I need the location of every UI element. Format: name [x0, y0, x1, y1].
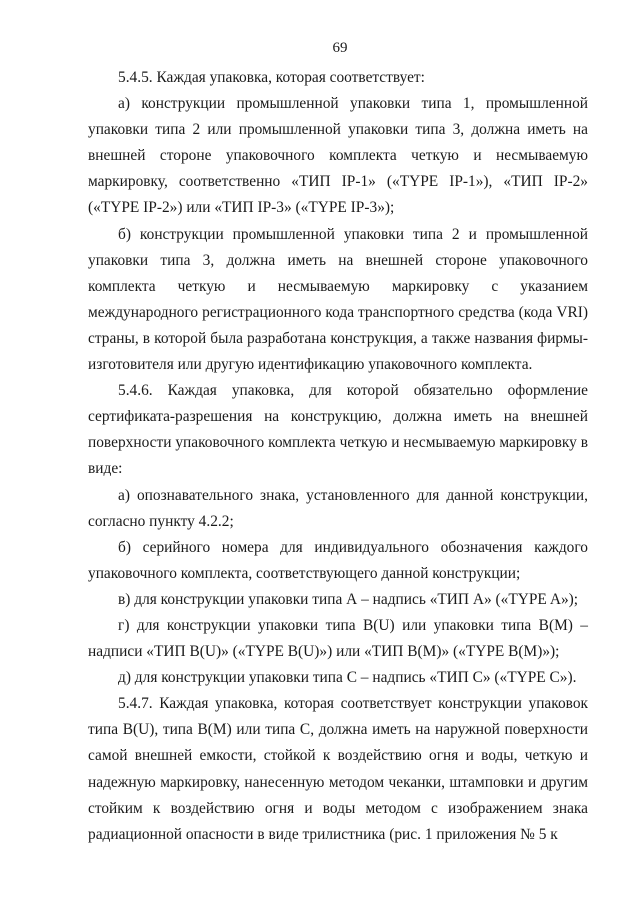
paragraph-5-4-6: 5.4.6. Каждая упаковка, для которой обязательно оформление сертификата-разрешения на конструкцию, должна иметь на внешней поверхности упаковочного комплекта четкую и несмываемую маркировку в виде: [88, 382, 588, 478]
paragraph-5-4-5-a: а) конструкции промышленной упаковки типа 1, промышленной упаковки типа 2 или промышленной упаковки типа 3, должна иметь на внешней стороне упаковочного комплекта четкую и несмываемую маркировку, соответственно «ТИП IP-1» («TYPE IP-1»), «ТИП IP-2» («TYPE IP-2») или «ТИП IP-3» («TYPE IP-3»); [88, 95, 588, 217]
paragraph-5-4-6-b: б) серийного номера для индивидуального обозначения каждого упаковочного комплекта, соответствующего данной конструкции; [88, 538, 588, 582]
document-body [88, 65, 588, 848]
paragraph-5-4-5: 5.4.5. Каждая упаковка, которая соответствует: [118, 69, 425, 86]
paragraph-5-4-6-a: а) опознавательного знака, установленного для данной конструкции, согласно пункту 4.2.2; [88, 486, 588, 530]
paragraph-5-4-6-v: в) для конструкции упаковки типа А – надпись «ТИП А» («TYPE A»); [118, 590, 579, 608]
paragraph-5-4-6-g: г) для конструкции упаковки типа B(U) или упаковки типа B(M) – надписи «ТИП B(U)» («TYPE B(U)») или «ТИП B(M)» («TYPE B(M)»); [88, 616, 588, 661]
paragraph-5-4-5-b: б) конструкции промышленной упаковки типа 2 и промышленной упаковки типа 3, должна иметь на внешней стороне упаковочного комплекта четкую и несмываемую маркировку с указанием международного регистрационного кода транспортного средства (кода VRI) страны, в которой была разработана конструкция, а также названия фирмы-изготовителя или другую идентификацию упаковочного комплекта. [88, 225, 588, 374]
page-number: 69 [332, 40, 348, 56]
paragraph-5-4-7: 5.4.7. Каждая упаковка, которая соответствует конструкции упаковок типа B(U), типа B(M) или типа C, должна иметь на наружной поверхности самой внешней емкости, стойкой к воздействию огня и воды, четкую и надежную маркировку, нанесенную методом чеканки, штамповки и другим стойким к воздействию огня и воды методом с изображением знака радиационной опасности в виде трилистника (рис. 1 приложения № 5 к [88, 695, 588, 843]
paragraph-5-4-6-d: д) для конструкции упаковки типа С – надпись «ТИП С» («TYPE C»). [118, 669, 577, 687]
